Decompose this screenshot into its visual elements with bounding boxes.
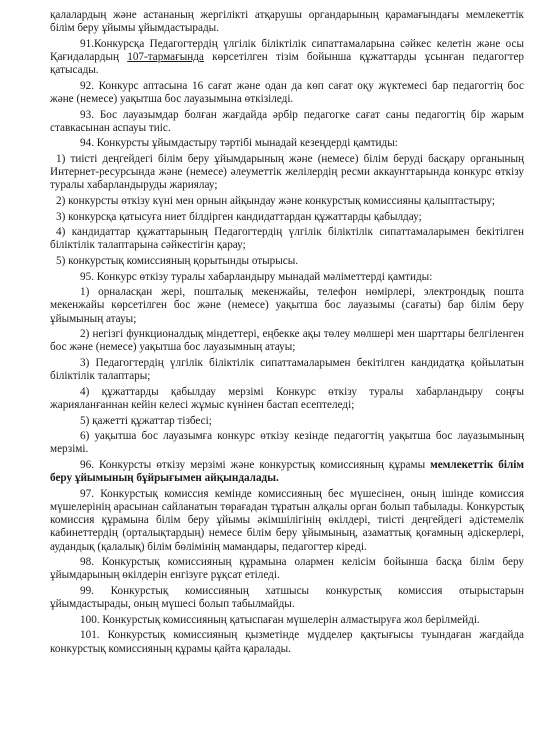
paragraph-bold-text: мемлекеттік білім беру ұйымының бұйрығымен айқындалады. [50,458,524,485]
paragraph-101 [50,629,524,655]
paragraph-text: 98. Конкурстық комиссияның құрамына олармен келісім бойынша басқа білім беру ұйымдарының өкілдерін енгізуге рұқсат етіледі. [50,556,524,582]
list-item-94-4 [50,226,524,252]
list-item-94-3 [50,211,524,224]
list-item-95-2 [50,328,524,354]
list-item-94-5 [50,255,524,268]
paragraph-100 [50,614,524,627]
paragraph-96 [50,459,524,485]
paragraph-text: 5) қажетті құжаттар тізбесі; [80,414,212,427]
paragraph-intro [50,9,524,35]
paragraph-text: 1) орналасқан жері, пошталық мекенжайы, телефон нөмірлері, электрондық пошта мекенжайы көрсетілген бос және (немесе) уақытша бос лауазымы (сағаты) бар білім беру ұйымының атауы; [50,286,524,325]
list-item-95-6 [50,430,524,456]
list-item-95-5 [50,415,524,428]
paragraph-text: 92. Конкурс аптасына 16 сағат және одан да көп сағат оқу жүктемесі бар педагогтің бос және (немесе) уақытша бос лауазымына өткізіледі. [50,79,524,105]
list-item-94-1 [50,153,524,193]
paragraph-text: 95. Конкурс өткізу туралы хабарландыру мынадай мәліметтерді қамтиды: [80,270,433,283]
paragraph-98 [50,556,524,582]
paragraph-reference-link[interactable]: 107-тармағында [127,51,204,63]
paragraph-text: 91.Конкурсқа Педагогтердің үлгілік біліктілік сипаттамаларына сәйкес келетін және осы Қағидалардың [50,37,524,63]
paragraph-text: 4) кандидаттар құжаттарының Педагогтердің үлгілік біліктілік сипаттамаларымен бекітілген біліктілік талаптарына сәйкестігін қарау; [50,226,524,252]
list-item-95-3 [50,357,524,383]
paragraph-text: 94. Конкурсты ұйымдастыру тәртібі мынадай кезеңдерді қамтиды: [80,137,398,150]
paragraph-text: 3) Педагогтердің үлгілік біліктілік сипаттамаларымен бекітілген кандидатқа қойылатын біліктілік талаптары; [50,356,524,383]
paragraph-92 [50,80,524,106]
paragraph-text: 101. Конкурстық комиссияның қызметінде мүдделер қақтығысы туындаған жағдайда конкурстық комиссияның құрамы қайта қаралады. [50,629,524,655]
list-item-95-4 [50,386,524,412]
paragraph-text: қалалардың және астананың жергілікті атқарушы органдарының қарамағындағы мемлекеттік білім беру ұйымы ұйымдастырады. [50,9,524,35]
paragraph-text: 99. Конкурстық комиссияның хатшысы конкурстық комиссия отырыстарын ұйымдастырады, оның мүшесі болып табылмайды. [50,584,524,611]
paragraph-text: 1) тиісті деңгейдегі білім беру ұйымдарының және (немесе) білім беруді басқару органының Интернет-ресурсында және (немесе) әлеуметтік желілердің ресми аккаунттарында конкурс өткізу туралы хабарландыруды жариялау; [50,152,524,192]
paragraph-text: 2) конкурсты өткізу күні мен орнын айқындау және конкурстық комиссияны қалыптастыру; [56,194,495,207]
paragraph-97 [50,488,524,554]
paragraph-text: 96. Конкурсты өткізу мерзімі және конкурстық комиссияның құрамы [80,458,431,471]
paragraph-text: 4) құжаттарды қабылдау мерзімі Конкурс өткізу туралы хабарландыру соңғы жарияланғаннан кейін келесі жұмыс күнінен бастап есептеледі; [50,385,524,411]
paragraph-95 [50,271,524,284]
list-item-95-1 [50,286,524,326]
paragraph-text: көрсетілген тізім бойынша құжаттарды ұсынған педагогтер қатысады. [50,51,525,77]
paragraph-text: 2) негізгі функционалдық міндеттері, еңбекке ақы төлеу мөлшері мен шарттары белгіленген бос және (немесе) уақытша бос лауазымның атауы; [50,328,524,354]
paragraph-91 [50,38,524,78]
paragraph-text: 6) уақытша бос лауазымға конкурс өткізу кезінде педагогтің уақытша бос лауазымының мерзімі. [50,430,524,456]
paragraph-94 [50,137,524,150]
paragraph-text: 97. Конкурстық комиссия кемінде комиссияның бес мүшесінен, оның ішінде комиссия мүшелерінің арасынан сайланатын төрағадан тұратын алқалы орган болып табылады. Конкурстық комиссия құрамына білім беру ұйымы әкімшілігінің өкілдері, тиісті деңгейдегі әдістемелік кабинеттердің (орталықтардың) немесе білім беру ұйымының, азаматтық қоғамның әдіскерлері, аудандық (қалалық) білім бөлімінің мамандары, педагогтер кіреді. [50,487,524,553]
list-item-94-2 [50,195,524,208]
paragraph-text: 93. Бос лауазымдар болған жағдайда әрбір педагогке сағат саны педагогтің бір жарым ставкасынан аспауы тиіс. [50,108,524,134]
paragraph-text: 100. Конкурстық комиссияның қатыспаған мүшелерін алмастыруға жол берілмейді. [80,613,480,626]
paragraph-text: 5) конкурстық комиссияның қорытынды отырысы. [56,254,299,267]
paragraph-99 [50,585,524,611]
paragraph-93 [50,109,524,135]
paragraph-text: 3) конкурсқа қатысуға ниет білдірген кандидаттардан құжаттарды қабылдау; [56,210,422,223]
